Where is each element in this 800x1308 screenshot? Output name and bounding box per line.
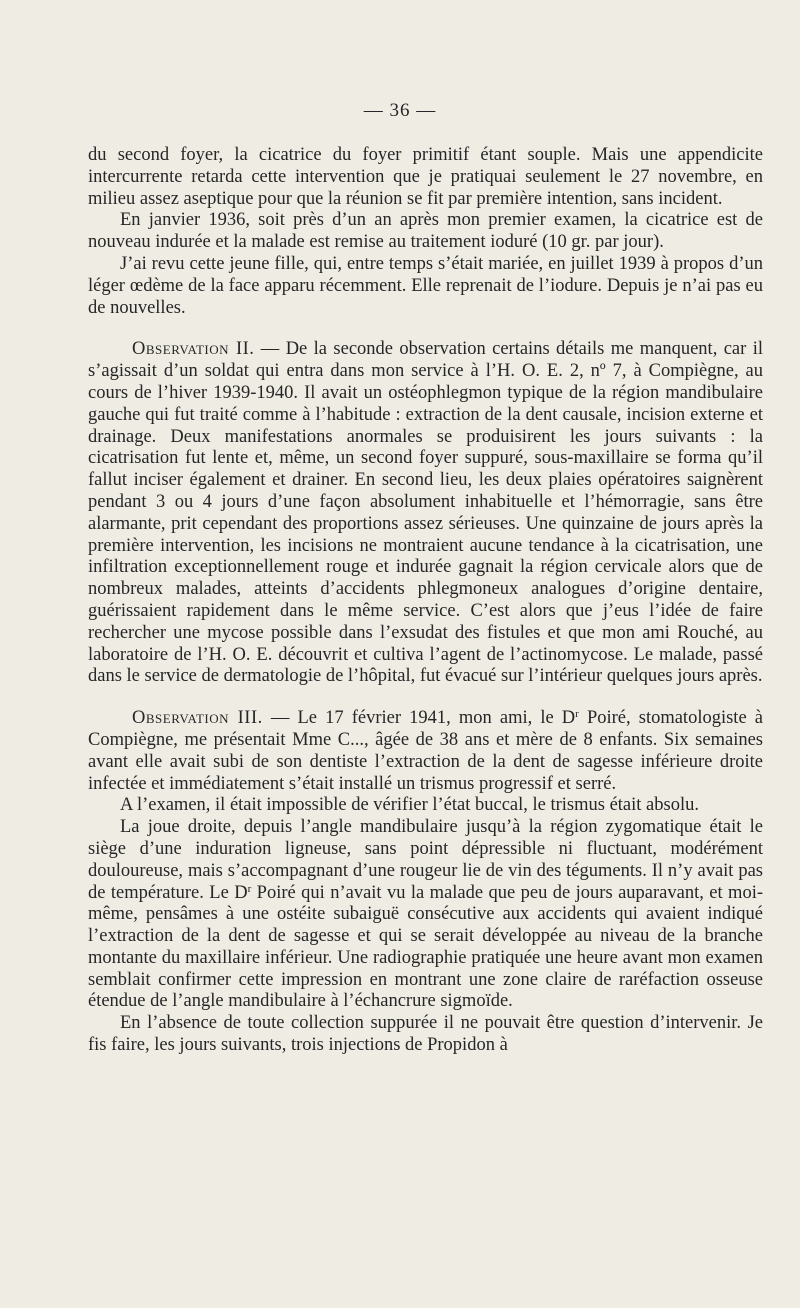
observation-3-text-a: — Le 17 février 1941, mon ami, le D <box>262 708 576 729</box>
superscript-r: r <box>575 708 579 721</box>
paragraph-janvier-1936: En janvier 1936, soit près d’un an après mon premier examen, la cicatrice est de nouveau indurée et la malade est remise au traitement ioduré (10 gr. par jour). <box>88 210 763 253</box>
observation-2 <box>88 339 763 688</box>
body-text <box>88 145 763 1057</box>
paragraph-examen: A l’examen, il était impossible de vérifier l’état buccal, le trismus était absolu. <box>120 795 699 816</box>
paragraph-absence-collection: En l’absence de toute collection suppurée il ne pouvait être question d’intervenir. Je fis faire, les jours suivants, trois injections de Propidon à <box>88 1013 763 1056</box>
paragraph-joue-droite <box>88 817 763 1013</box>
observation-3 <box>88 708 763 795</box>
paragraph-continuation: du second foyer, la cicatrice du foyer primitif étant souple. Mais une appendicite intercurrente retarda cette intervention que je pratiquai seulement le 27 novembre, en milieu assez aseptique pour que la réunion se fit par première intention, sans incident. <box>88 145 763 209</box>
joue-text-b: Poiré qui n’avait vu la malade que peu de jours auparavant, et moi-même, pensâmes à une ostéite subaiguë consécutive aux accidents qui avaient indiqué l’extraction de la dent de sagesse et qui se serait développée au niveau de la branche montante du maxillaire inférieur. Une radiographie pratiquée une heure avant mon examen semblait confirmer cette impression en montrant une zone claire de raréfaction osseuse étendue de l’angle mandibulaire à l’échancrure sigmoïde. <box>88 882 763 1012</box>
observation-2-text: — De la seconde observation certains détails me manquent, car il s’agissait d’un soldat qui entra dans mon service à l’H. O. E. 2, nº 7, à Compiègne, au cours de l’hiver 1939-1940. Il avait un ostéophlegmon typique de la région mandibulaire gauche qui fut traité comme à l’habitude : extraction de la dent causale, incision externe et drainage. Deux manifestations anormales se produisirent les jours suivants : la cicatrisation fut lente et, même, un second foyer suppuré, sous-maxillaire se forma qu’il fallut inciser également et drainer. En second lieu, les deux plaies opératoires saignèrent pendant 3 ou 4 jours d’une façon absolument inhabituelle et l’hémorragie, sans être alarmante, prit cependant des proportions assez sérieuses. Une quinzaine de jours après la première intervention, les incisions ne montraient aucune tendance à la cicatrisation, une infiltration exceptionnellement rouge et indurée gagnait la région cervicale alors que de nombreux malades, atteints d’accidents phlegmoneux analogues d’origine dentaire, guérissaient rapidement dans le même service. C’est alors que j’eus l’idée de faire rechercher une mycose possible dans l’exsudat des fistules et que mon ami Rouché, au laboratoire de l’H. O. E. découvrit et cultiva l’agent de l’actinomycose. Le malade, passé dans le service de dermatologie de l’hôpital, fut évacué sur l’intérieur quelques jours après. <box>88 339 763 687</box>
observation-3-heading: Observation III. <box>132 708 263 729</box>
observation-3-text-b: Poiré, stomatologiste à Compiègne, me présentait Mme C..., âgée de 38 ans et mère de 8 enfants. Six semaines avant elle avait subi de son dentiste l’extraction de la dent de sagesse inférieure droite infectée et immédiatement s’était installé un trismus progressif et serré. <box>88 708 763 794</box>
superscript-r: r <box>247 882 252 895</box>
joue-text-a: La joue droite, depuis l’angle mandibulaire jusqu’à la région zygomatique était le siège d’une induration ligneuse, sans point dépressible ni fluctuant, modérément douloureuse, mais s’accompagnant d’une rougeur lie de vin des téguments. Il n’y avait pas de température. Le D <box>88 817 763 903</box>
page-number: — 36 — <box>363 100 437 121</box>
paragraph-revu-jeune-fille: J’ai revu cette jeune fille, qui, entre temps s’était mariée, en juillet 1939 à propos d’un léger œdème de la face apparu récemment. Elle reprenait de l’iodure. Depuis je n’ai pas eu de nouvelles. <box>88 253 763 318</box>
observation-2-heading: Observation II. <box>132 339 255 360</box>
